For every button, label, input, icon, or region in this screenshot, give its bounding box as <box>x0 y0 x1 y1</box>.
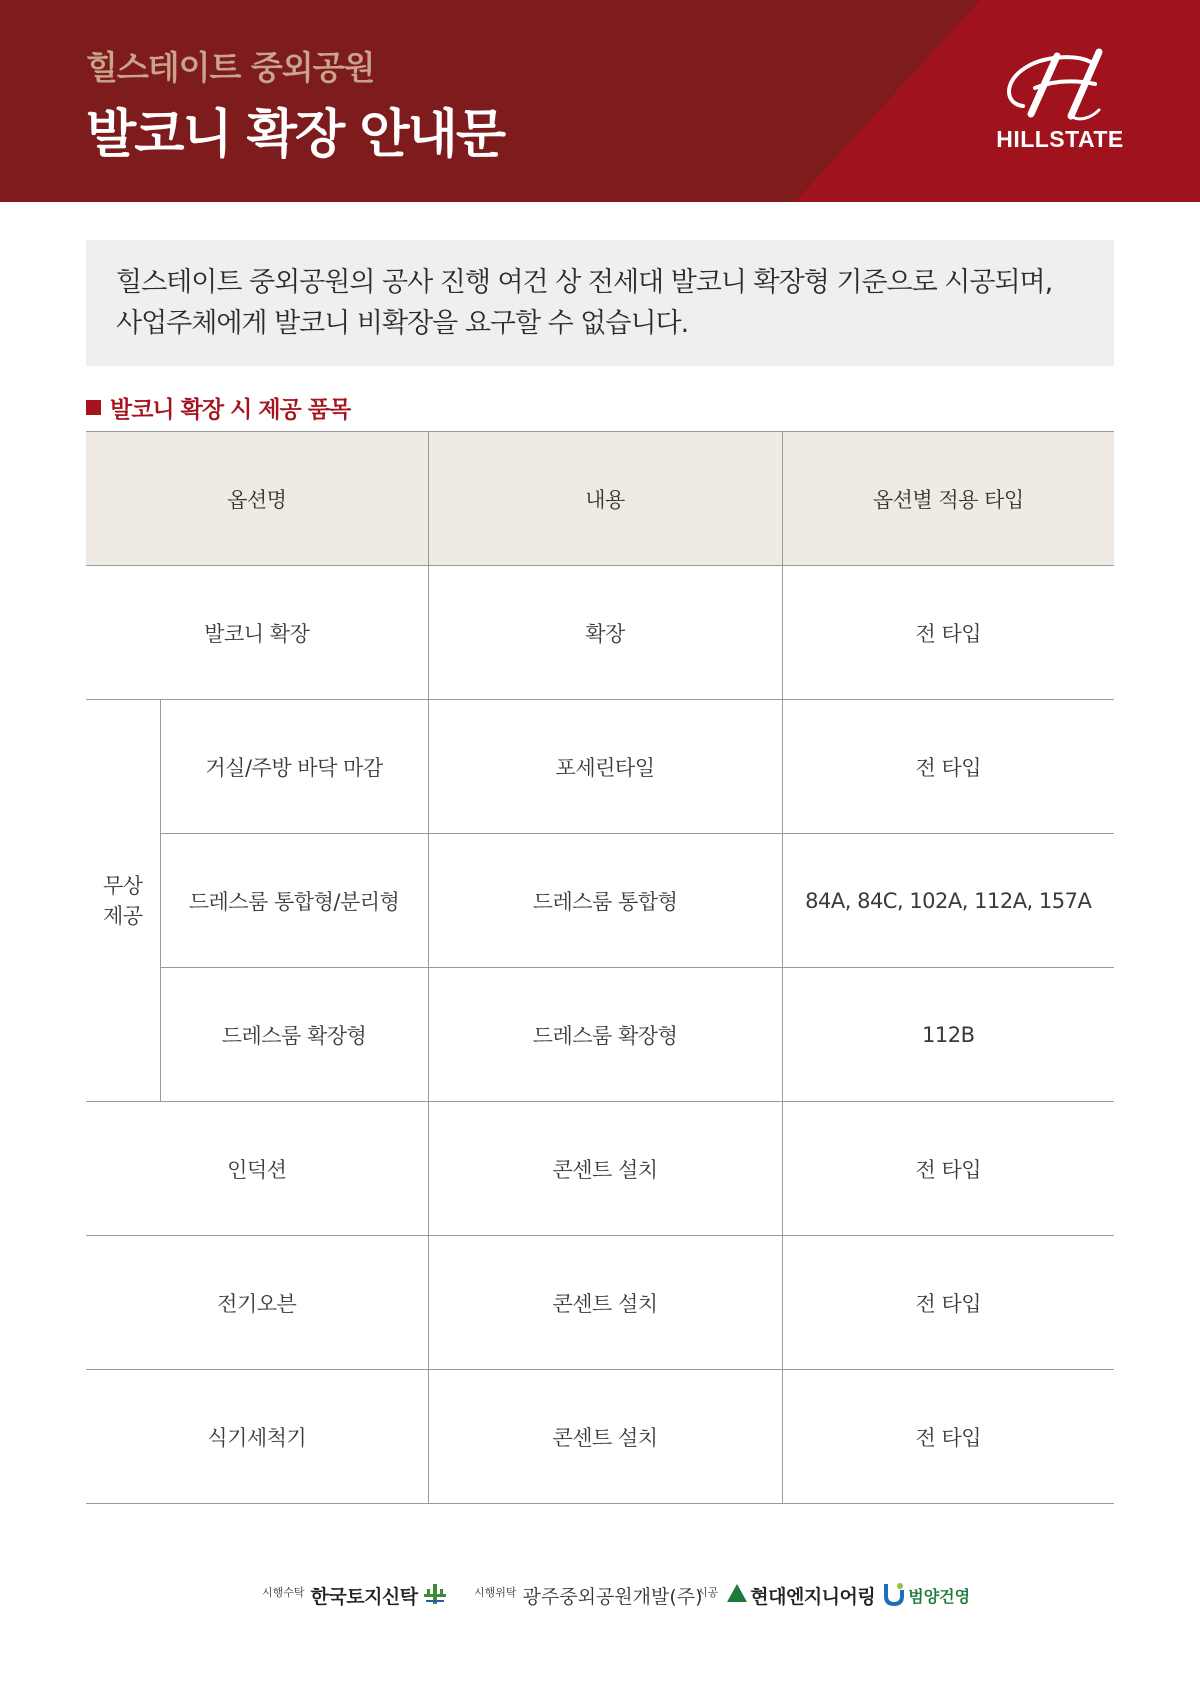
option-cell: 드레스룸 통합형/분리형 <box>160 834 428 968</box>
table-row <box>86 1236 1114 1370</box>
hillstate-h-emblem-icon <box>995 44 1125 124</box>
option-cell: 드레스룸 확장형 <box>160 968 428 1102</box>
builder-label: 시공 <box>697 1586 719 1599</box>
builder1-name: 현대엔지니어링 <box>750 1586 876 1608</box>
table-row <box>86 968 1114 1102</box>
table-row <box>86 834 1114 968</box>
header-banner <box>0 0 1200 202</box>
header-option-name: 옵션명 <box>86 432 428 566</box>
builder2-name: 범양건영 <box>908 1587 971 1606</box>
table-row <box>86 566 1114 700</box>
page-title: 발코니 확장 안내문 <box>86 105 505 165</box>
footer-credits <box>0 1580 1200 1620</box>
trustee-name: 한국토지신탁 <box>310 1586 418 1608</box>
table-header-row <box>86 432 1114 566</box>
table-row <box>86 1370 1114 1504</box>
content-cell: 콘센트 설치 <box>428 1370 782 1504</box>
hillstate-logo <box>985 44 1135 159</box>
option-cell: 전기오븐 <box>86 1236 428 1370</box>
section-heading-text: 발코니 확장 시 제공 품목 <box>110 396 351 423</box>
content-cell: 포세린타일 <box>428 700 782 834</box>
notice-line-2: 사업주체에게 발코니 비확장을 요구할 수 없습니다. <box>116 308 689 339</box>
builder-credit <box>697 1580 970 1610</box>
types-cell: 전 타입 <box>782 1370 1114 1504</box>
option-cell: 거실/주방 바닥 마감 <box>160 700 428 834</box>
types-cell: 84A, 84C, 102A, 112A, 157A <box>782 834 1114 968</box>
types-cell: 전 타입 <box>782 1236 1114 1370</box>
section-heading <box>86 392 350 422</box>
options-table <box>86 431 1114 1504</box>
header-applicable-types: 옵션별 적용 타입 <box>782 432 1114 566</box>
content-cell: 확장 <box>428 566 782 700</box>
types-cell: 전 타입 <box>782 1102 1114 1236</box>
group-label-line-2: 제공 <box>102 903 143 928</box>
notice-box <box>86 240 1114 366</box>
content-cell: 콘센트 설치 <box>428 1236 782 1370</box>
kt-trust-logo-icon <box>422 1582 448 1610</box>
header-content: 내용 <box>428 432 782 566</box>
square-bullet-icon <box>86 400 101 415</box>
notice-line-1: 힐스테이트 중외공원의 공사 진행 여건 상 전세대 발코니 확장형 기준으로 시공되며, <box>116 267 1053 298</box>
complex-name: 힐스테이트 중외공원 <box>86 48 375 87</box>
table-row <box>86 700 1114 834</box>
developer-name: 광주중외공원개발(주) <box>522 1586 703 1608</box>
logo-wordmark: HILLSTATE <box>996 126 1124 152</box>
hyundai-triangle-icon <box>726 1582 748 1608</box>
content-cell: 드레스룸 통합형 <box>428 834 782 968</box>
trustee-credit <box>262 1580 448 1610</box>
beomyang-logo-icon <box>883 1582 905 1610</box>
table-row <box>86 1102 1114 1236</box>
option-cell: 식기세척기 <box>86 1370 428 1504</box>
free-provision-group-label <box>86 700 160 1102</box>
types-cell: 전 타입 <box>782 700 1114 834</box>
types-cell: 전 타입 <box>782 566 1114 700</box>
option-cell: 인덕션 <box>86 1102 428 1236</box>
content-cell: 콘센트 설치 <box>428 1102 782 1236</box>
group-label-line-1: 무상 <box>102 873 143 898</box>
developer-label: 시행위탁 <box>474 1586 517 1599</box>
developer-credit <box>474 1580 703 1609</box>
content-cell: 드레스룸 확장형 <box>428 968 782 1102</box>
types-cell: 112B <box>782 968 1114 1102</box>
option-cell: 발코니 확장 <box>86 566 428 700</box>
trustee-label: 시행수탁 <box>262 1586 305 1599</box>
